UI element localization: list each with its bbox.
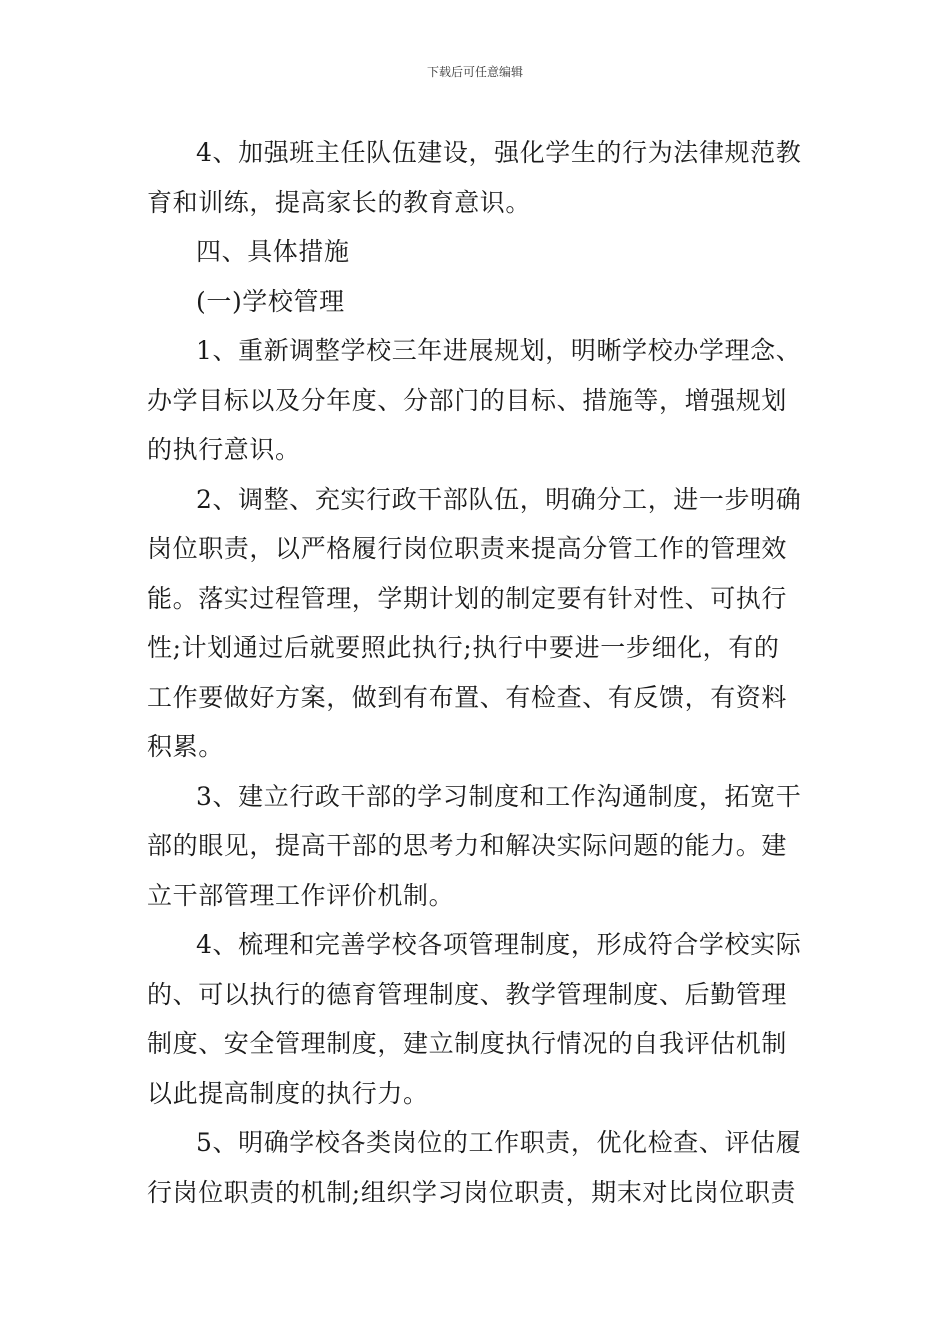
paragraph-item-1 <box>147 326 809 475</box>
paragraph-line: 1、重新调整学校三年进展规划，明晰学校办学理念、 <box>196 336 802 365</box>
paragraph-line: 制度、安全管理制度，建立制度执行情况的自我评估机制 <box>147 1029 788 1058</box>
paragraph-line: 4、加强班主任队伍建设，强化学生的行为法律规范教 <box>196 138 802 167</box>
paragraph-line: 积累。 <box>147 732 224 761</box>
paragraph-line: 能。落实过程管理，学期计划的制定要有针对性、可执行 <box>147 583 788 613</box>
paragraph-line: 立干部管理工作评价机制。 <box>147 880 455 910</box>
paragraph-line: 部的眼见，提高干部的思考力和解决实际问题的能力。建 <box>147 831 788 860</box>
heading-line: (一)学校管理 <box>196 286 345 316</box>
paragraph-line: 2、调整、充实行政干部队伍，明确分工，进一步明确 <box>196 484 802 514</box>
paragraph-item-2 <box>147 475 809 772</box>
paragraph-line: 行岗位职责的机制;组织学习岗位职责，期末对比岗位职责 <box>147 1177 797 1207</box>
paragraph-line: 办学目标以及分年度、分部门的目标、措施等，增强规划 <box>147 385 788 415</box>
paragraph-line: 以此提高制度的执行力。 <box>147 1078 429 1108</box>
paragraph-line: 的、可以执行的德育管理制度、教学管理制度、后勤管理 <box>147 979 788 1009</box>
paragraph-line: 3、建立行政干部的学习制度和工作沟通制度，拓宽干 <box>196 781 802 811</box>
paragraph-item-3 <box>147 772 809 921</box>
paragraph-line: 工作要做好方案，做到有布置、有检查、有反馈，有资料 <box>147 682 788 712</box>
heading-line: 四、具体措施 <box>196 237 350 266</box>
document-body <box>147 128 809 1217</box>
subsection-heading-school-management <box>147 277 809 327</box>
paragraph-line: 4、梳理和完善学校各项管理制度，形成符合学校实际 <box>196 930 802 959</box>
paragraph-line: 5、明确学校各类岗位的工作职责，优化检查、评估履 <box>196 1128 802 1157</box>
paragraph-item-5 <box>147 1118 809 1217</box>
paragraph-line: 育和训练，提高家长的教育意识。 <box>147 187 532 217</box>
paragraph-line: 的执行意识。 <box>147 435 301 464</box>
paragraph-line: 岗位职责，以严格履行岗位职责来提高分管工作的管理效 <box>147 534 788 563</box>
paragraph-item-4 <box>147 920 809 1118</box>
paragraph-team-building <box>147 128 809 227</box>
paragraph-line: 性;计划通过后就要照此执行;执行中要进一步细化，有的 <box>147 633 780 662</box>
section-heading-measures <box>147 227 809 277</box>
page-header-note: 下载后可任意编辑 <box>426 65 523 79</box>
